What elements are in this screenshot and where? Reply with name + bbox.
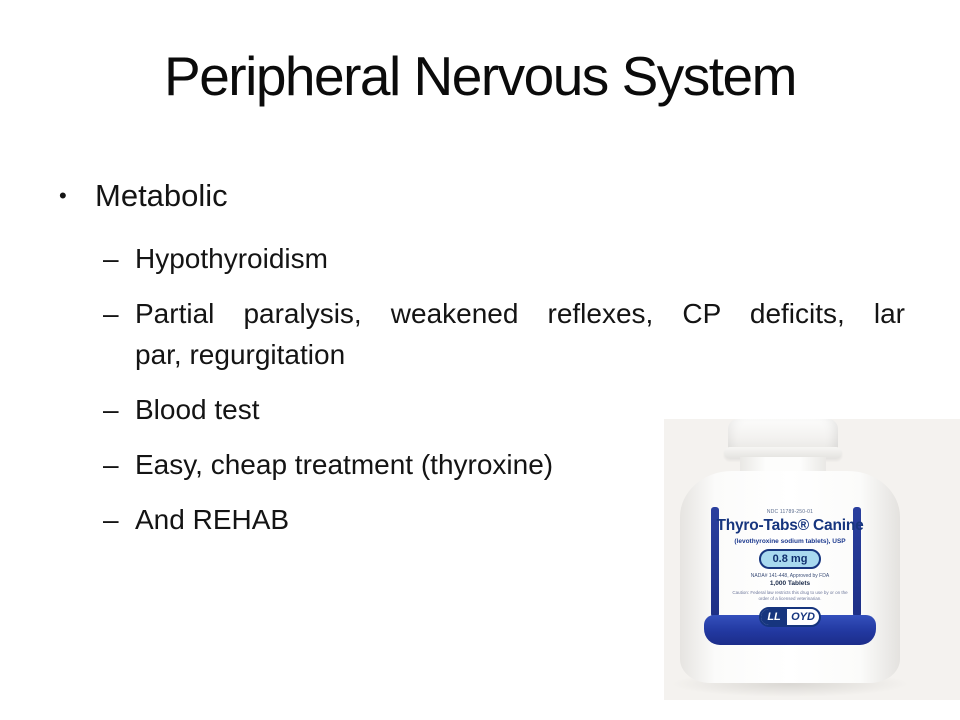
dash-icon: – [103, 449, 119, 480]
sub-bullet-label: Hypothyroidism [135, 243, 328, 274]
lloyd-logo-right: OYD [791, 611, 815, 623]
sub-bullet-label: Easy, cheap treatment (thyroxine) [135, 449, 554, 480]
dash-icon: – [103, 394, 119, 425]
dash-icon: – [103, 298, 119, 329]
lloyd-logo [759, 607, 821, 627]
tablet-count: 1,000 Tablets [769, 580, 811, 587]
dash-icon: – [103, 504, 119, 535]
lloyd-logo-left: LL [761, 609, 787, 625]
ndc-code: NDC 11789-250-01 [766, 509, 814, 515]
thyro-tabs-bottle [664, 419, 960, 700]
dose-badge-wrap [680, 549, 900, 569]
nada-approval-line: NADA# 141-448, Approved by FDA [750, 573, 830, 579]
caution-text: order of a licensed veterinarian. [758, 596, 822, 601]
sub-bullet-label: Partial paralysis, weakened reflexes, CP deficits, lar [135, 298, 905, 329]
caution-text: Caution: Federal law restricts this drug to use by or on the [732, 590, 848, 595]
sub-bullet-label: And REHAB [135, 504, 290, 535]
generic-name: (levothyroxine sodium tablets), USP [734, 538, 846, 545]
bullet-item [55, 176, 913, 216]
dash-icon: – [103, 243, 119, 274]
bullet-label: Metabolic [95, 178, 228, 213]
slide-title: Peripheral Nervous System [164, 45, 796, 107]
sub-bullet-item [103, 238, 913, 279]
pill-bottle-image [664, 419, 960, 700]
sub-bullet-item [103, 293, 913, 375]
bullet-icon: • [59, 183, 67, 208]
sub-bullet-label: Blood test [135, 394, 260, 425]
sub-bullet-label: par, regurgitation [135, 339, 346, 370]
bottle-body [680, 471, 900, 683]
dose-badge: 0.8 mg [759, 549, 822, 569]
brand-name: Thyro-Tabs® Canine [716, 517, 864, 534]
